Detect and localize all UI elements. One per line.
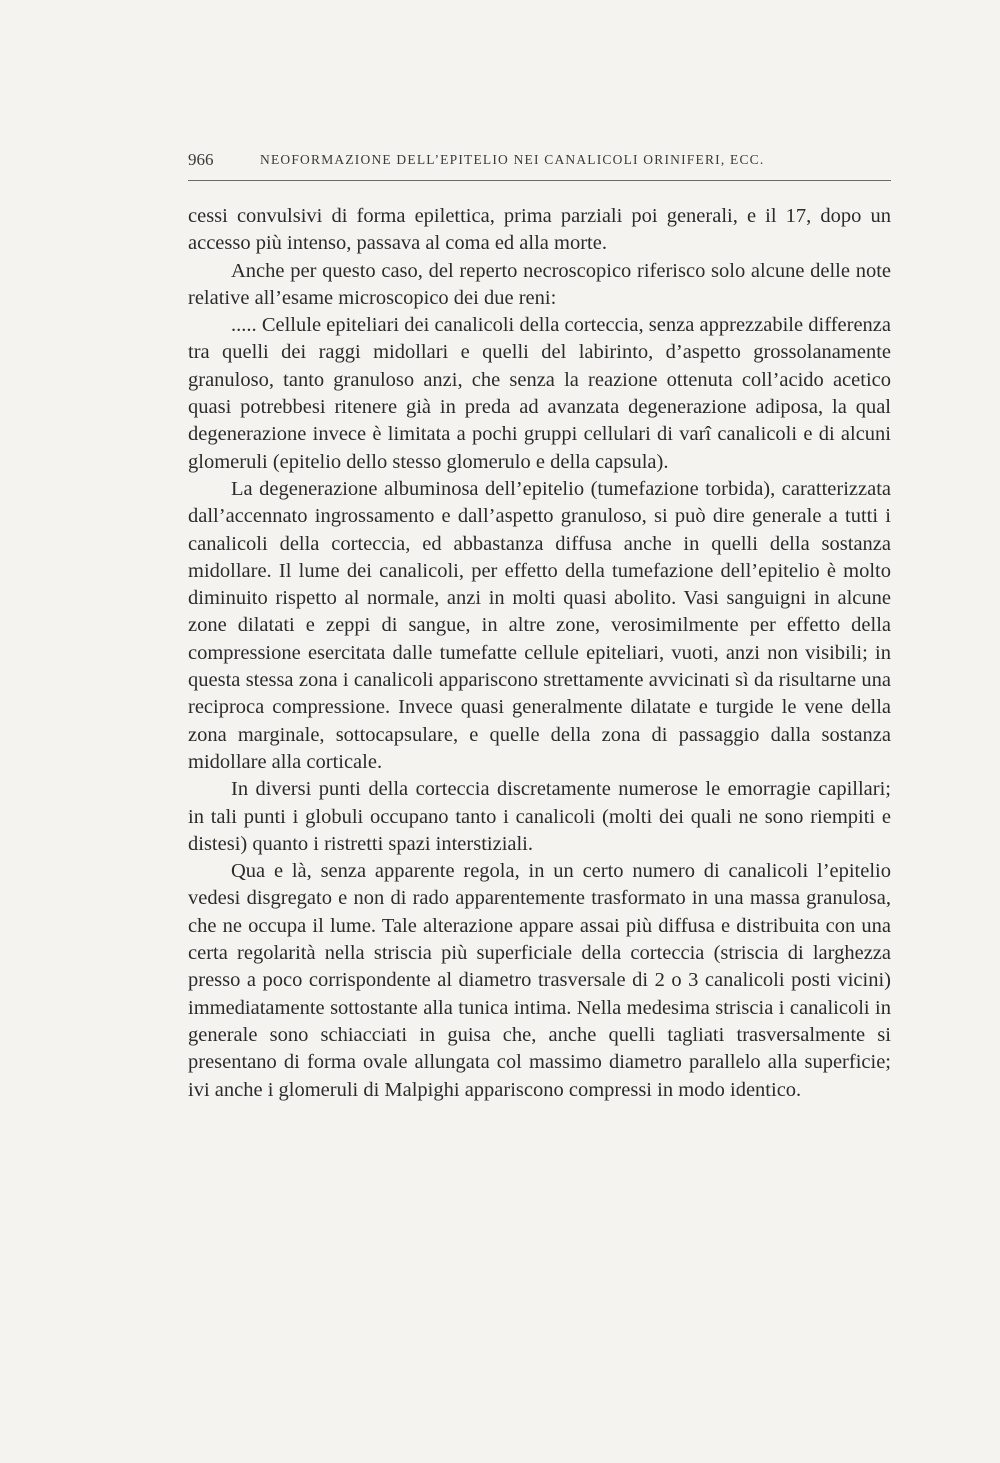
paragraph: In diversi punti della corteccia discretamente numerose le emorragie capillari; in tali punti i globuli occupano tanto i canalicoli (molti dei quali ne sono riempiti e distesi) quanto i ristretti spazi interstiziali. [188,778,891,855]
header-rule [188,180,891,181]
paragraph: Anche per questo caso, del reperto necroscopico riferisco solo alcune delle note relative all’esame microscopico dei due reni: [188,259,891,309]
paragraph: La degenerazione albuminosa dell’epitelio (tumefazione torbida), caratterizzata dall’accennato ingrossamento e dall’aspetto granuloso, si può dire generale a tutti i canalicoli della corteccia, ed abbastanza diffusa anche in quelli della sostanza midollare. Il lume dei canalicoli, per effetto della tumefazione dell’epitelio è molto diminuito rispetto al normale, anzi in molti quasi abolito. Vasi sanguigni in alcune zone dilatati e zeppi di sangue, in altre zone, verosimilmente per effetto della compressione esercitata dalle tumefatte cellule epiteliari, vuoti, anzi non visibili; in questa stessa zona i canalicoli appariscono strettamente avvicinati sì da risultarne una reciproca compressione. Invece quasi generalmente dilatate e turgide le vene della zona marginale, sottocapsulare, e quelle della zona di passaggio dalla sostanza midollare alla corticale. [188,477,891,773]
body-text [188,203,891,1104]
running-title: NEOFORMAZIONE DELL’EPITELIO NEI CANALICOLI ORINIFERI, ECC. [260,152,765,167]
running-head [188,148,891,172]
paragraph: cessi convulsivi di forma epilettica, prima parziali poi generali, e il 17, dopo un accesso più intenso, passava al coma ed alla morte. [188,205,891,255]
paragraph: ..... Cellule epiteliari dei canalicoli della corteccia, senza apprezzabile differenza tra quelli dei raggi midollari e quelli del labirinto, d’aspetto grossolanamente granuloso, tanto granuloso anzi, che senza la reazione ottenuta coll’acido acetico quasi potrebbesi ritenere già in preda ad avanzata degenerazione adiposa, la qual degenerazione invece è limitata a pochi gruppi cellulari di varî canalicoli e di alcuni glomeruli (epitelio dello stesso glomerulo e della capsula). [188,314,891,473]
page-number: 966 [188,150,214,169]
paragraph: Qua e là, senza apparente regola, in un certo numero di canalicoli l’epitelio vedesi disgregato e non di rado apparentemente trasformato in una massa granulosa, che ne occupa il lume. Tale alterazione appare assai più diffusa e distribuita con una certa regolarità nella striscia più superficiale della corteccia (striscia di larghezza presso a poco corrispondente al diametro trasversale di 2 o 3 canalicoli posti vicini) immediatamente sottostante alla tunica intima. Nella medesima striscia i canalicoli in generale sono schiacciati in guisa che, anche quelli tagliati trasversalmente si presentano di forma ovale allungata col massimo diametro parallelo alla superficie; ivi anche i glomeruli di Malpighi appariscono compressi in modo identico. [188,860,891,1101]
